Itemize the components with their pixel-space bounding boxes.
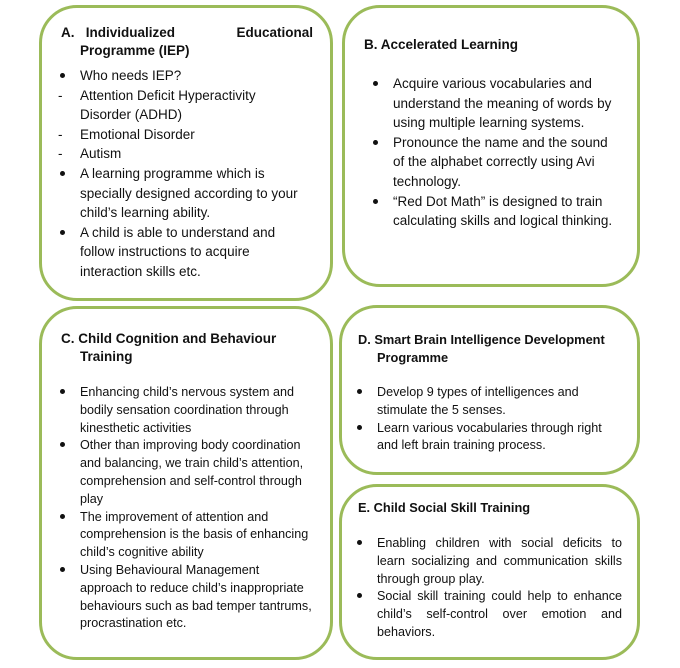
list-item-text: Social skill training could help to enhance child’s self-control over emotion and behaviors.: [377, 589, 622, 639]
bullet-icon: [58, 562, 80, 580]
bullet-icon: [355, 535, 377, 553]
bullet-icon: [58, 384, 80, 402]
list-item-text: Acquire various vocabularies and understand the meaning of words by using multiple learning systems.: [393, 76, 612, 131]
bullet-icon: [58, 223, 80, 243]
iep-title: A. Individualized Educational Programme (IEP): [61, 25, 313, 58]
list-item: [58, 144, 304, 164]
list-item: [58, 223, 304, 282]
list-item: [355, 588, 622, 641]
bullet-icon: [58, 437, 80, 455]
list-item: [58, 509, 312, 562]
list-item: [58, 562, 312, 633]
bullet-icon: [371, 192, 393, 212]
bullet-icon: [355, 420, 377, 438]
list-item-text: Autism: [80, 146, 122, 162]
accelerated-learning-list: [371, 74, 621, 231]
list-item: [355, 384, 620, 420]
bullet-icon: [355, 384, 377, 402]
list-item-text: Using Behavioural Management approach to reduce child’s inappropriate behaviours such as bad temper tantrums, procrastination etc.: [80, 562, 312, 631]
list-item: [371, 74, 621, 133]
bullet-icon: [58, 164, 80, 184]
list-item-text: The improvement of attention and comprehension is the basis of enhancing child’s cognitive ability: [80, 509, 309, 560]
list-item-text: A learning programme which is specially designed according to your child’s learning ability.: [80, 165, 298, 221]
list-item-text: Emotional Disorder: [80, 126, 195, 142]
list-item: [58, 164, 304, 223]
social-skill-list: [355, 535, 622, 642]
list-item: [355, 420, 620, 456]
dash-marker: -: [58, 87, 63, 103]
child-cognition-list: [58, 384, 312, 633]
list-item: [371, 133, 621, 192]
dash-marker: -: [58, 126, 63, 142]
bullet-icon: [355, 588, 377, 606]
list-item: [355, 535, 622, 588]
list-item-text: Other than improving body coordination and balancing, we train child’s attention, comprehension and self-control through play: [80, 438, 304, 506]
child-cognition-title: C. Child Cognition and Behaviour Training: [61, 331, 277, 364]
list-item: [58, 125, 304, 145]
smart-brain-title: D. Smart Brain Intelligence Development Programme: [358, 332, 605, 365]
list-item-text: Enabling children with social deficits to learn socializing and communication skills through group play.: [377, 536, 622, 586]
bullet-icon: [371, 133, 393, 153]
list-item-text: Learn various vocabularies through right and left brain training process.: [377, 420, 602, 453]
list-item: [58, 437, 312, 508]
list-item: [58, 86, 304, 125]
social-skill-title: E. Child Social Skill Training: [358, 500, 531, 515]
bullet-icon: [371, 74, 393, 94]
list-item-text: Who needs IEP?: [80, 68, 182, 83]
list-item: [371, 192, 621, 231]
list-item-text: “Red Dot Math” is designed to train calculating skills and logical thinking.: [393, 193, 613, 229]
accelerated-learning-title: B. Accelerated Learning: [364, 37, 519, 52]
dash-marker: -: [58, 146, 63, 162]
iep-list: [58, 66, 304, 282]
smart-brain-list: [355, 384, 620, 455]
bullet-icon: [58, 66, 80, 86]
list-item-text: Pronounce the name and the sound of the alphabet correctly using Avi technology.: [393, 134, 608, 189]
bullet-icon: [58, 509, 80, 527]
list-item-text: Develop 9 types of intelligences and stimulate the 5 senses.: [377, 385, 579, 417]
list-item-text: A child is able to understand and follow instructions to acquire interaction skills etc.: [80, 224, 276, 279]
list-item-text: Enhancing child’s nervous system and bodily sensation coordination through kinesthetic activities: [80, 385, 294, 435]
list-item: [58, 384, 312, 437]
list-item-text: Attention Deficit Hyperactivity Disorder (ADHD): [80, 87, 256, 123]
list-item: [58, 66, 304, 86]
